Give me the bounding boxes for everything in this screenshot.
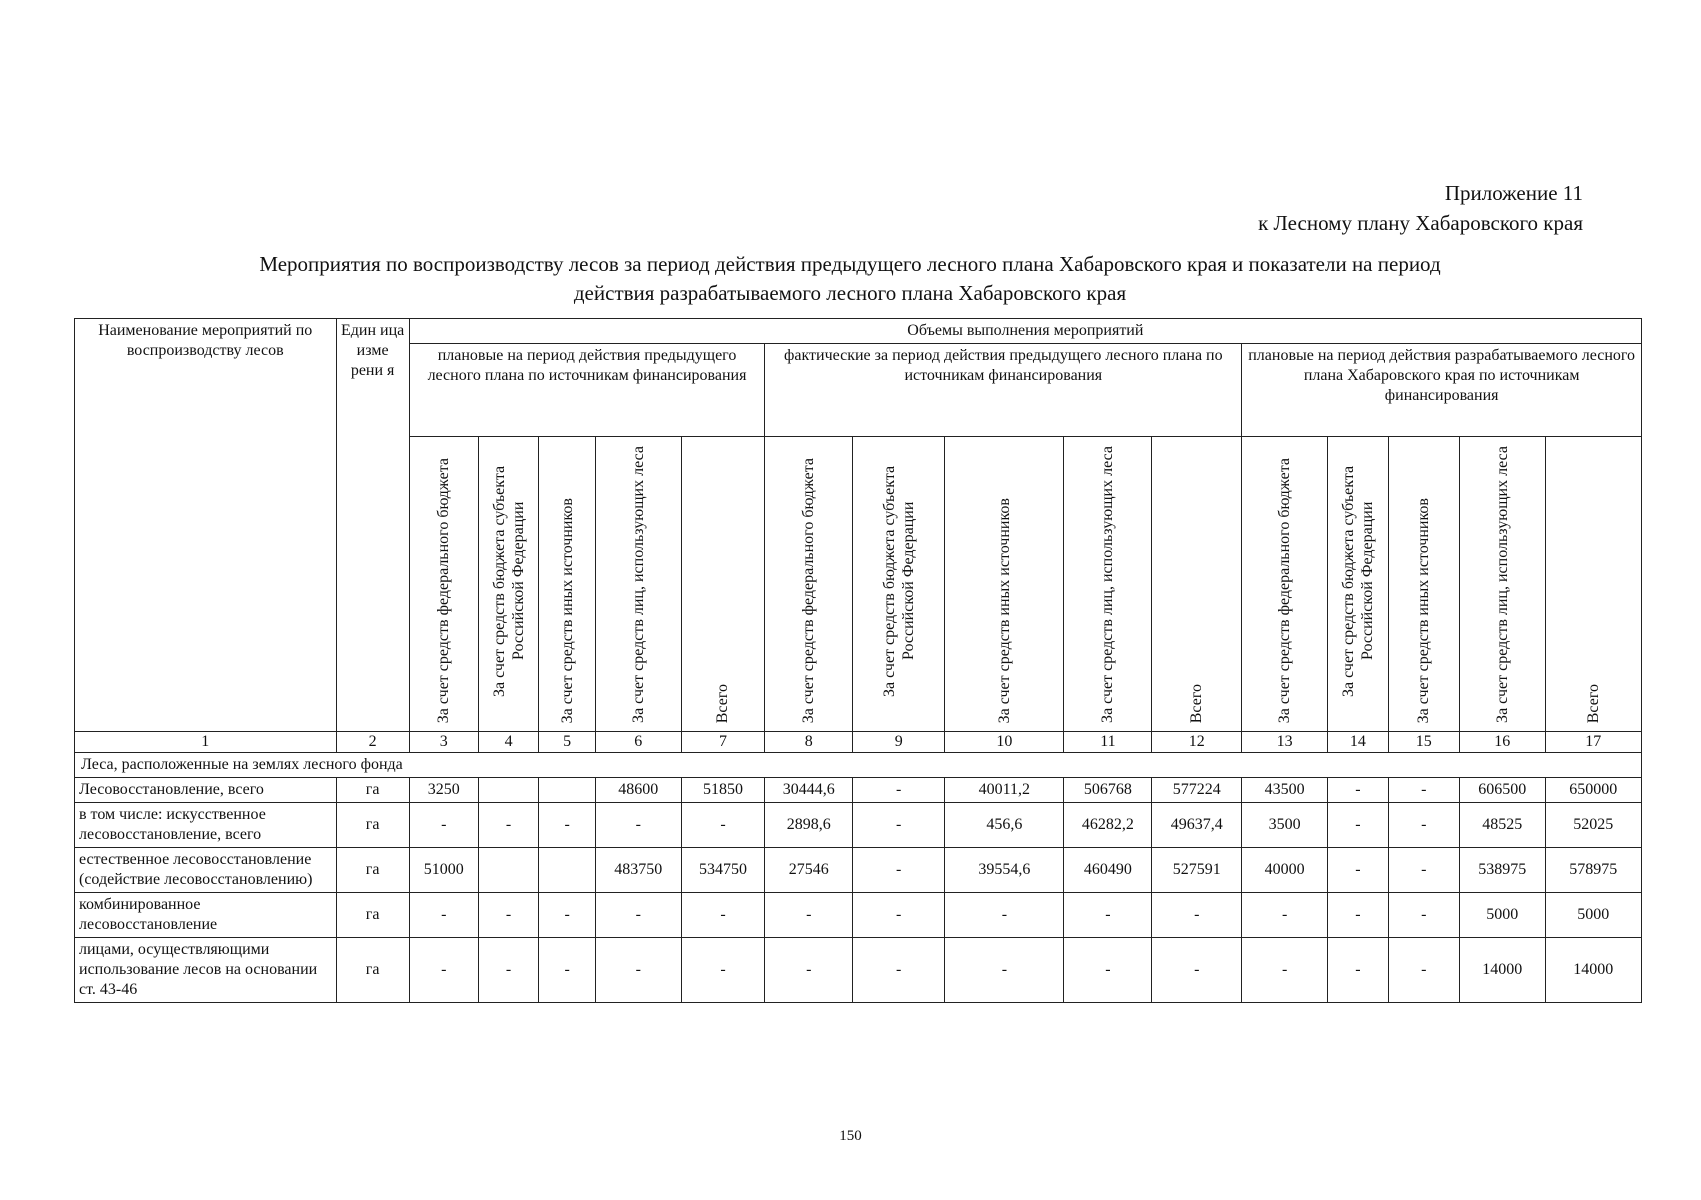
- header-subcolumn-label: Всего: [1584, 683, 1602, 723]
- table-row: [75, 803, 1642, 848]
- row-value: -: [1328, 803, 1389, 848]
- row-value: 51000: [409, 848, 478, 893]
- column-number: 8: [765, 732, 853, 753]
- row-value: 48600: [595, 778, 681, 803]
- header-subcolumn: [539, 437, 595, 732]
- header-subcolumn: [595, 437, 681, 732]
- header-subcolumn-label: За счет средств бюджета субъекта Российской Федерации: [880, 465, 917, 697]
- row-value: 5000: [1459, 893, 1545, 938]
- row-activity-name: в том числе: искусственное лесовосстановление, всего: [75, 803, 337, 848]
- header-subcolumn: [853, 437, 945, 732]
- row-value: 46282,2: [1064, 803, 1152, 848]
- column-number: 1: [75, 732, 337, 753]
- row-value: 538975: [1459, 848, 1545, 893]
- row-value: 51850: [681, 778, 765, 803]
- column-number: 17: [1545, 732, 1641, 753]
- table-row: [75, 778, 1642, 803]
- row-value: -: [409, 803, 478, 848]
- header-subcolumn: [1328, 437, 1389, 732]
- row-value: -: [681, 938, 765, 1003]
- row-value: 460490: [1064, 848, 1152, 893]
- header-group-new-plan: плановые на период действия разрабатываемого лесного плана Хабаровского края по источникам финансирования: [1242, 344, 1642, 437]
- column-number: 15: [1388, 732, 1459, 753]
- row-value: 456,6: [945, 803, 1064, 848]
- row-value: -: [1242, 938, 1328, 1003]
- column-number: 5: [539, 732, 595, 753]
- header-subcolumn: [1064, 437, 1152, 732]
- column-number: 4: [478, 732, 539, 753]
- header-subcolumn-label: За счет средств бюджета субъекта Российской Федерации: [490, 465, 527, 697]
- row-value: 49637,4: [1152, 803, 1242, 848]
- title-line-2: действия разрабатываемого лесного плана Хабаровского края: [573, 281, 1127, 305]
- row-value: -: [595, 938, 681, 1003]
- row-value: 527591: [1152, 848, 1242, 893]
- column-number: 11: [1064, 732, 1152, 753]
- row-value: 30444,6: [765, 778, 853, 803]
- header-unit: Един ица изме рени я: [336, 319, 409, 732]
- header-subcolumn: [1152, 437, 1242, 732]
- header-subcolumn-label: За счет средств иных источников: [1415, 497, 1433, 723]
- row-value: -: [478, 893, 539, 938]
- header-subcolumn-label: За счет средств федерального бюджета: [1276, 457, 1294, 723]
- row-value: -: [478, 938, 539, 1003]
- row-value: [478, 848, 539, 893]
- row-value: 40011,2: [945, 778, 1064, 803]
- row-value: -: [1388, 938, 1459, 1003]
- row-unit: га: [336, 778, 409, 803]
- row-value: 52025: [1545, 803, 1641, 848]
- row-activity-name: естественное лесовосстановление (содействие лесовосстановлению): [75, 848, 337, 893]
- row-value: [539, 848, 595, 893]
- header-subcolumn-label: За счет средств бюджета субъекта Российской Федерации: [1339, 465, 1376, 697]
- row-value: -: [1152, 938, 1242, 1003]
- column-number: 7: [681, 732, 765, 753]
- row-value: 43500: [1242, 778, 1328, 803]
- row-value: -: [539, 938, 595, 1003]
- header-subcolumn: [1388, 437, 1459, 732]
- row-value: -: [409, 893, 478, 938]
- row-value: -: [681, 893, 765, 938]
- row-value: -: [1388, 893, 1459, 938]
- column-number: 3: [409, 732, 478, 753]
- row-value: -: [853, 848, 945, 893]
- row-value: 577224: [1152, 778, 1242, 803]
- row-unit: га: [336, 848, 409, 893]
- row-value: -: [1388, 778, 1459, 803]
- document-title: [100, 250, 1600, 308]
- row-value: -: [1242, 893, 1328, 938]
- row-value: -: [595, 893, 681, 938]
- header-subcolumn-label: За счет средств лиц, использующих леса: [629, 446, 647, 723]
- row-activity-name: лицами, осуществляющими использование лесов на основании ст. 43-46: [75, 938, 337, 1003]
- row-value: -: [539, 893, 595, 938]
- row-value: -: [853, 778, 945, 803]
- table-row: [75, 893, 1642, 938]
- header-group-prev-plan: плановые на период действия предыдущего лесного плана по источникам финансирования: [409, 344, 765, 437]
- row-value: 40000: [1242, 848, 1328, 893]
- header-subcolumn-label: За счет средств федерального бюджета: [435, 457, 453, 723]
- row-value: -: [945, 893, 1064, 938]
- header-subcolumn-label: За счет средств лиц, использующих леса: [1493, 446, 1511, 723]
- table-row: [75, 938, 1642, 1003]
- header-subcolumn-label: За счет средств иных источников: [558, 497, 576, 723]
- header-subcolumn: [1459, 437, 1545, 732]
- row-value: -: [945, 938, 1064, 1003]
- row-value: -: [1388, 848, 1459, 893]
- row-value: -: [478, 803, 539, 848]
- row-value: 3250: [409, 778, 478, 803]
- header-group-prev-fact: фактические за период действия предыдущего лесного плана по источникам финансирования: [765, 344, 1242, 437]
- column-number: 14: [1328, 732, 1389, 753]
- header-subcolumn: [409, 437, 478, 732]
- row-value: -: [1328, 893, 1389, 938]
- row-value: 578975: [1545, 848, 1641, 893]
- row-activity-name: комбинированное лесовосстановление: [75, 893, 337, 938]
- column-number: 13: [1242, 732, 1328, 753]
- column-number: 2: [336, 732, 409, 753]
- row-value: -: [1064, 938, 1152, 1003]
- row-value: 650000: [1545, 778, 1641, 803]
- header-subcolumn: [765, 437, 853, 732]
- row-value: 534750: [681, 848, 765, 893]
- row-value: -: [1328, 938, 1389, 1003]
- row-value: 5000: [1545, 893, 1641, 938]
- row-value: 3500: [1242, 803, 1328, 848]
- row-value: -: [539, 803, 595, 848]
- row-activity-name: Лесовосстановление, всего: [75, 778, 337, 803]
- row-value: -: [1328, 848, 1389, 893]
- row-value: -: [853, 893, 945, 938]
- header-subcolumn: [945, 437, 1064, 732]
- row-value: 506768: [1064, 778, 1152, 803]
- row-value: 14000: [1459, 938, 1545, 1003]
- header-subcolumn-label: За счет средств лиц, использующих леса: [1099, 446, 1117, 723]
- column-number: 12: [1152, 732, 1242, 753]
- header-subcolumn-label: Всего: [714, 683, 732, 723]
- header-subcolumn: [1545, 437, 1641, 732]
- column-number: 10: [945, 732, 1064, 753]
- table-row: [75, 848, 1642, 893]
- header-subcolumn-label: Всего: [1188, 683, 1206, 723]
- row-value: [539, 778, 595, 803]
- row-value: -: [681, 803, 765, 848]
- row-value: -: [1328, 778, 1389, 803]
- row-value: -: [409, 938, 478, 1003]
- row-value: 606500: [1459, 778, 1545, 803]
- row-unit: га: [336, 893, 409, 938]
- row-value: -: [1388, 803, 1459, 848]
- appendix-number: Приложение 11: [1444, 181, 1583, 205]
- row-value: 14000: [1545, 938, 1641, 1003]
- row-value: -: [853, 803, 945, 848]
- header-subcolumn: [1242, 437, 1328, 732]
- row-value: 2898,6: [765, 803, 853, 848]
- title-line-1: Мероприятия по воспроизводству лесов за период действия предыдущего лесного плана Хабаровского края и показатели на период: [259, 252, 1441, 276]
- column-number: 16: [1459, 732, 1545, 753]
- appendix-reference: к Лесному плану Хабаровского края: [1258, 211, 1583, 235]
- row-value: 27546: [765, 848, 853, 893]
- header-activity-name: Наименование мероприятий по воспроизводству лесов: [75, 319, 337, 732]
- reforestation-table: [74, 318, 1642, 1003]
- row-value: -: [853, 938, 945, 1003]
- row-value: 48525: [1459, 803, 1545, 848]
- row-value: -: [1064, 893, 1152, 938]
- row-unit: га: [336, 938, 409, 1003]
- page-number: 150: [839, 1128, 862, 1144]
- column-number: 9: [853, 732, 945, 753]
- row-unit: га: [336, 803, 409, 848]
- row-value: 39554,6: [945, 848, 1064, 893]
- row-value: -: [595, 803, 681, 848]
- header-volumes: Объемы выполнения мероприятий: [409, 319, 1641, 344]
- appendix-header: [1258, 178, 1583, 238]
- header-subcolumn: [478, 437, 539, 732]
- row-value: [478, 778, 539, 803]
- header-subcolumn-label: За счет средств иных источников: [995, 497, 1013, 723]
- section-label: Леса, расположенные на землях лесного фонда: [75, 753, 1642, 778]
- header-subcolumn-label: За счет средств федерального бюджета: [800, 457, 818, 723]
- row-value: -: [1152, 893, 1242, 938]
- column-number: 6: [595, 732, 681, 753]
- row-value: -: [765, 938, 853, 1003]
- row-value: 483750: [595, 848, 681, 893]
- header-subcolumn: [681, 437, 765, 732]
- row-value: -: [765, 893, 853, 938]
